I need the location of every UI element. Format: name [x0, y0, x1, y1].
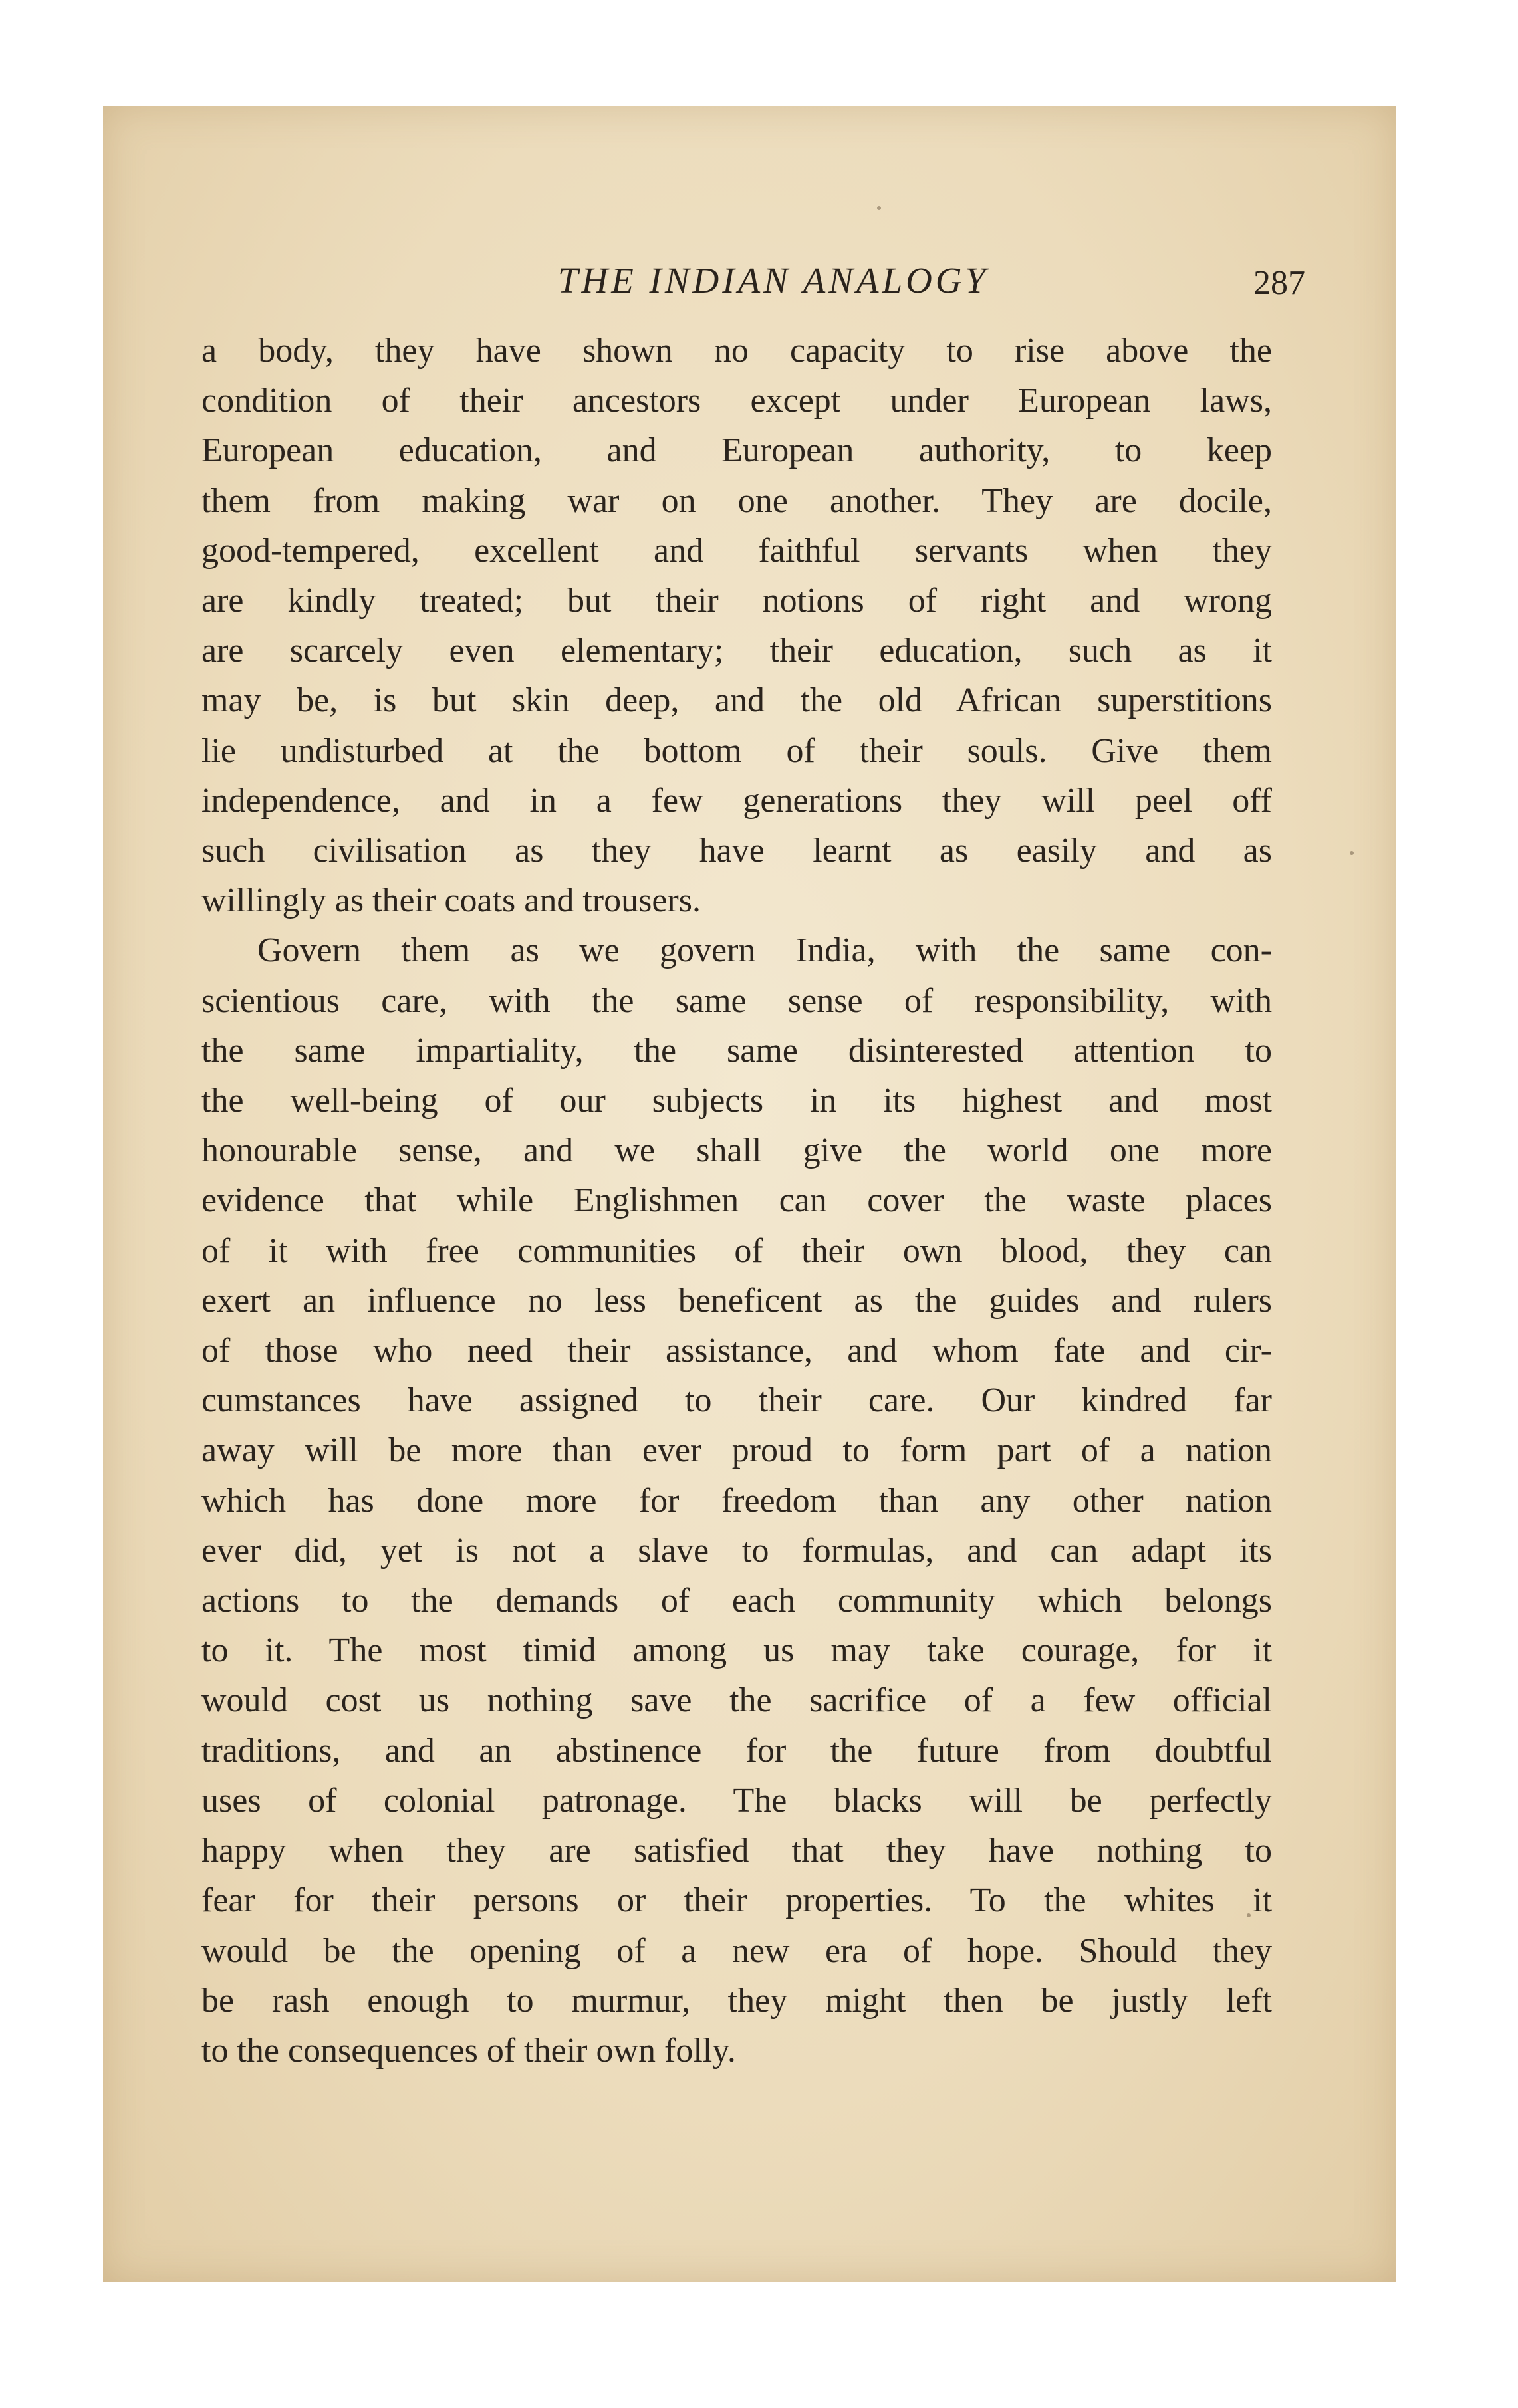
- text-line: such civilisation as they have learnt as easily and as: [201, 832, 1272, 870]
- text-line: may be, is but skin deep, and the old African superstitions: [201, 681, 1272, 720]
- text-line: be rash enough to murmur, they might then be justly left: [201, 1981, 1272, 2020]
- text-line: European education, and European authority, to keep: [201, 431, 1272, 470]
- text-line: of it with free communities of their own blood, they can: [201, 1231, 1272, 1270]
- running-title: THE INDIAN ANALOGY: [557, 260, 989, 301]
- paper-speck: [877, 206, 881, 210]
- text-line: a body, they have shown no capacity to rise above the: [201, 332, 1272, 370]
- text-line: exert an influence no less beneficent as the guides and rulers: [201, 1281, 1272, 1320]
- text-line: the same impartiality, the same disinterested attention to: [201, 1031, 1272, 1070]
- text-line: them from making war on one another. They are docile,: [201, 481, 1272, 520]
- text-line: to the consequences of their own folly.: [201, 2031, 736, 2070]
- text-line: fear for their persons or their properties. To the whites it: [201, 1881, 1272, 1920]
- book-page: [103, 106, 1396, 2282]
- text-line: to it. The most timid among us may take courage, for it: [201, 1631, 1272, 1670]
- page-header: [201, 254, 1305, 307]
- body-text: [201, 326, 1272, 2076]
- text-line: evidence that while Englishmen can cover the waste places: [201, 1181, 1272, 1220]
- text-line: honourable sense, and we shall give the world one more: [201, 1132, 1272, 1170]
- text-line: which has done more for freedom than any other nation: [201, 1481, 1272, 1520]
- text-line: actions to the demands of each community which belongs: [201, 1582, 1272, 1620]
- text-line: the well-being of our subjects in its highest and most: [201, 1082, 1272, 1120]
- text-line: cumstances have assigned to their care. Our kindred far: [201, 1382, 1272, 1420]
- text-line: independence, and in a few generations they will peel off: [201, 781, 1272, 820]
- text-line: uses of colonial patronage. The blacks will be perfectly: [201, 1781, 1272, 1820]
- text-line: lie undisturbed at the bottom of their souls. Give them: [201, 731, 1272, 770]
- text-line: away will be more than ever proud to form part of a nation: [201, 1431, 1272, 1470]
- text-line: scientious care, with the same sense of responsibility, with: [201, 981, 1272, 1020]
- text-line: traditions, and an abstinence for the future from doubtful: [201, 1731, 1272, 1770]
- text-line: of those who need their assistance, and whom fate and cir-: [201, 1332, 1272, 1370]
- page-number: 287: [1253, 264, 1305, 302]
- text-line: would be the opening of a new era of hope. Should they: [201, 1931, 1272, 1970]
- text-line: are kindly treated; but their notions of right and wrong: [201, 582, 1272, 620]
- paper-speck: [1350, 851, 1354, 855]
- text-line: good-tempered, excellent and faithful servants when they: [201, 531, 1272, 570]
- text-line: willingly as their coats and trousers.: [201, 882, 701, 920]
- text-line: condition of their ancestors except under European laws,: [201, 382, 1272, 420]
- text-line: ever did, yet is not a slave to formulas, and can adapt its: [201, 1531, 1272, 1570]
- paragraph-2: [201, 925, 1272, 2076]
- text-line: Govern them as we govern India, with the same con-: [257, 931, 1272, 970]
- paragraph-1: [201, 326, 1272, 925]
- text-line: are scarcely even elementary; their education, such as it: [201, 632, 1272, 670]
- text-line: would cost us nothing save the sacrifice of a few official: [201, 1681, 1272, 1720]
- text-line: happy when they are satisfied that they have nothing to: [201, 1832, 1272, 1870]
